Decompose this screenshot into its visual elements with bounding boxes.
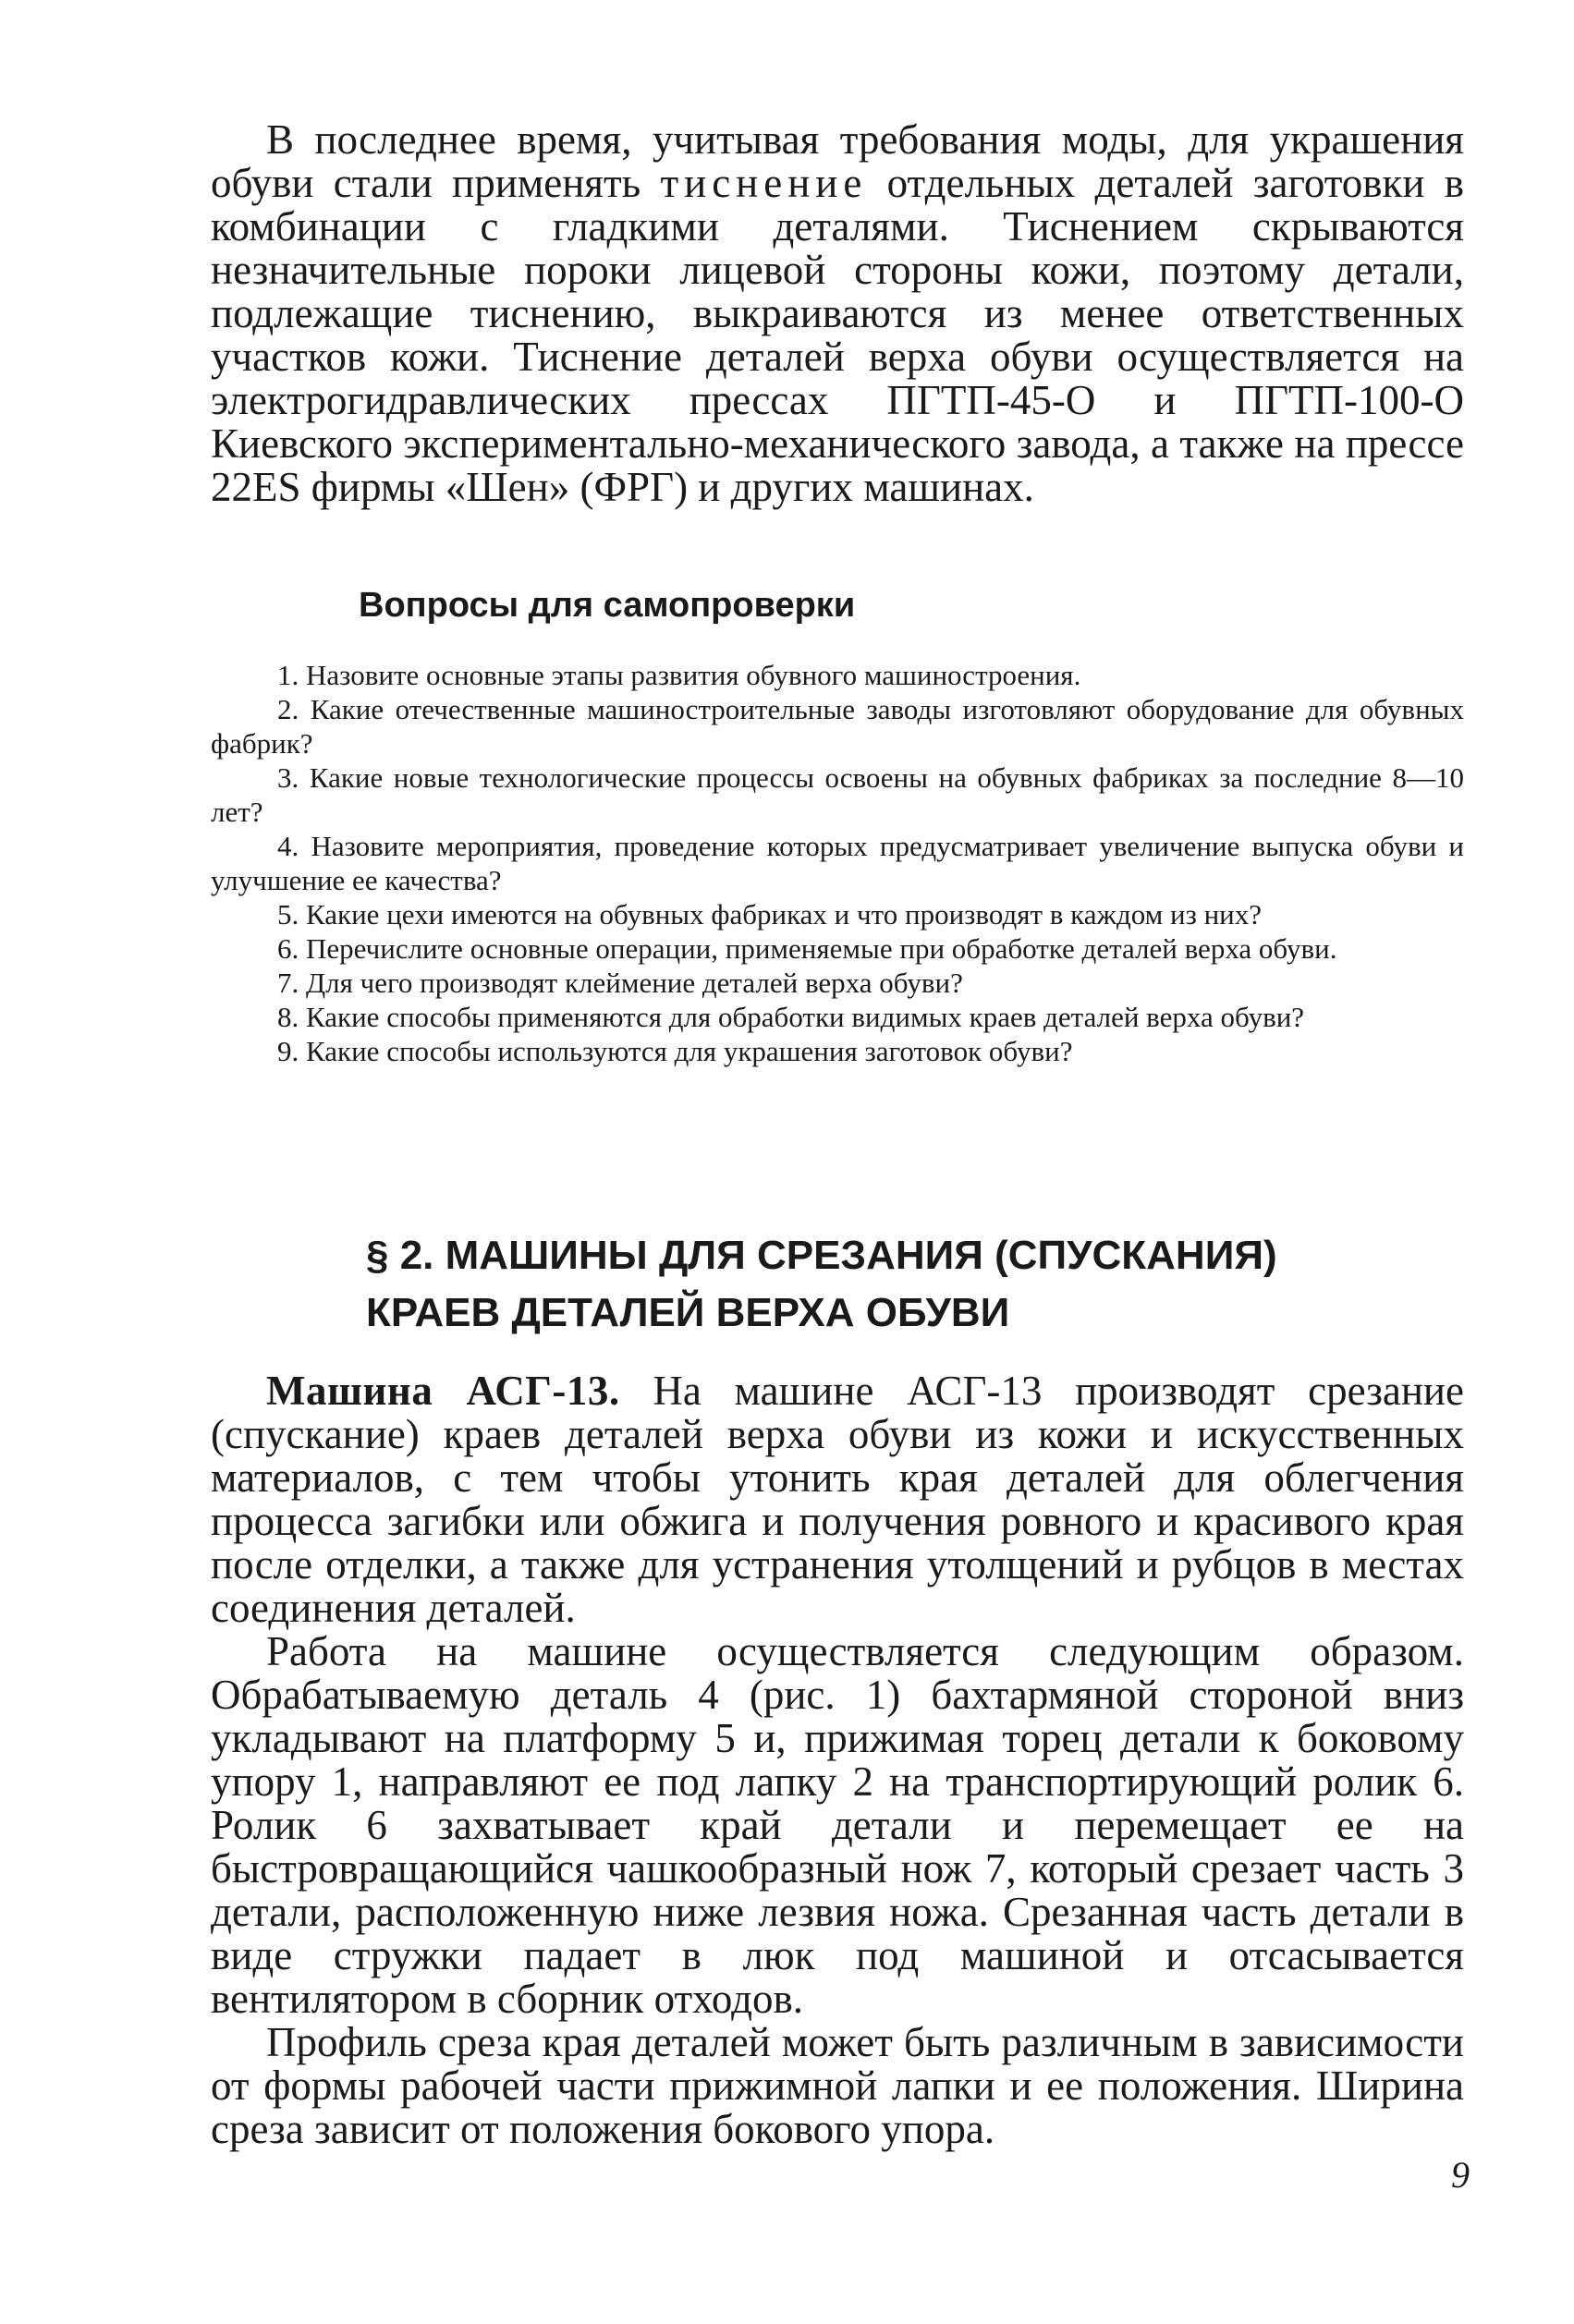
question-item: 6. Перечислите основные операции, применяемые при обработке деталей верха обуви. (277, 932, 1337, 965)
question-item: 7. Для чего производят клеймение деталей верха обуви? (277, 967, 963, 999)
questions-heading: Вопросы для самопроверки (359, 586, 856, 625)
intro-paragraph (211, 118, 1464, 509)
machine-section (211, 1369, 1464, 2151)
page-number: 9 (1451, 2154, 1470, 2196)
section-heading (366, 1227, 1383, 1342)
section-heading-line1: § 2. МАШИНЫ ДЛЯ СРЕЗАНИЯ (СПУСКАНИЯ) (366, 1233, 1277, 1278)
machine-p1-text: На машине АСГ-13 производят срезание (спускание) краев деталей верха обуви из кожи и искусственных материалов, с тем чтобы утонить края деталей для облегчения процесса загибки или обжига и получения ровного и красивого края после отделки, а также для устранения утолщений и рубцов в местах соединения деталей. (211, 1368, 1464, 1631)
question-item: 4. Назовите мероприятия, проведение которых предусматривает увеличение выпуска обуви и улучшение ее качества? (211, 830, 1464, 896)
machine-paragraph-2: Работа на машине осуществляется следующим образом. Обрабатываемую деталь 4 (рис. 1) бахтармяной стороной вниз укладывают на платформу 5 и, прижимая торец детали к боковому упору 1, направляют ее под лапку 2 на транспортирующий ролик 6. Ролик 6 захватывает край детали и перемещает ее на быстровращающийся чашкообразный нож 7, который срезает часть 3 детали, расположенную ниже лезвия ножа. Срезанная часть детали в виде стружки падает в люк под машиной и отсасывается вентилятором в сборник отходов. (211, 1628, 1464, 2022)
question-item: 1. Назовите основные этапы развития обувного машиностроения. (277, 659, 1081, 691)
question-item: 2. Какие отечественные машиностроительные заводы изготовляют оборудование для обувных фабрик? (211, 693, 1464, 760)
intro-spaced-word: тиснение (660, 160, 868, 206)
machine-lead: Машина АСГ-13. (266, 1368, 620, 1414)
machine-paragraph-3: Профиль среза края деталей может быть различным в зависимости от формы рабочей части прижимной лапки и ее положения. Ширина среза зависит от положения бокового упора. (211, 2019, 1464, 2152)
intro-section (211, 118, 1464, 509)
questions-list (211, 658, 1464, 1068)
question-item: 8. Какие способы применяются для обработки видимых краев деталей верха обуви? (277, 1001, 1305, 1033)
question-item: 9. Какие способы используются для украшения заготовок обуви? (277, 1035, 1073, 1067)
section-heading-line2: КРАЕВ ДЕТАЛЕЙ ВЕРХА ОБУВИ (366, 1290, 1010, 1335)
intro-text-part2: отдельных деталей заготовки в комбинации с гладкими деталями. Тиснением скрываются незначительные пороки лицевой стороны кожи, поэтому детали, подлежащие тиснению, выкраиваются из менее ответственных участков кожи. Тиснение деталей верха обуви осуществляется на электрогидравлических прессах ПГТП-45-О и ПГТП-100-О Киевского экспериментально-механического завода, а также на прессе 22ES фирмы «Шен» (ФРГ) и других машинах. (211, 160, 1464, 510)
machine-paragraph-1 (211, 1369, 1464, 1630)
question-item: 3. Какие новые технологические процессы освоены на обувных фабриках за последние 8—10 лет? (211, 761, 1464, 828)
question-item: 5. Какие цехи имеются на обувных фабриках и что производят в каждом из них? (277, 898, 1263, 931)
intro-text-part1: В последнее время, учитывая требования моды, для украшения обуви стали применять (211, 116, 1464, 206)
